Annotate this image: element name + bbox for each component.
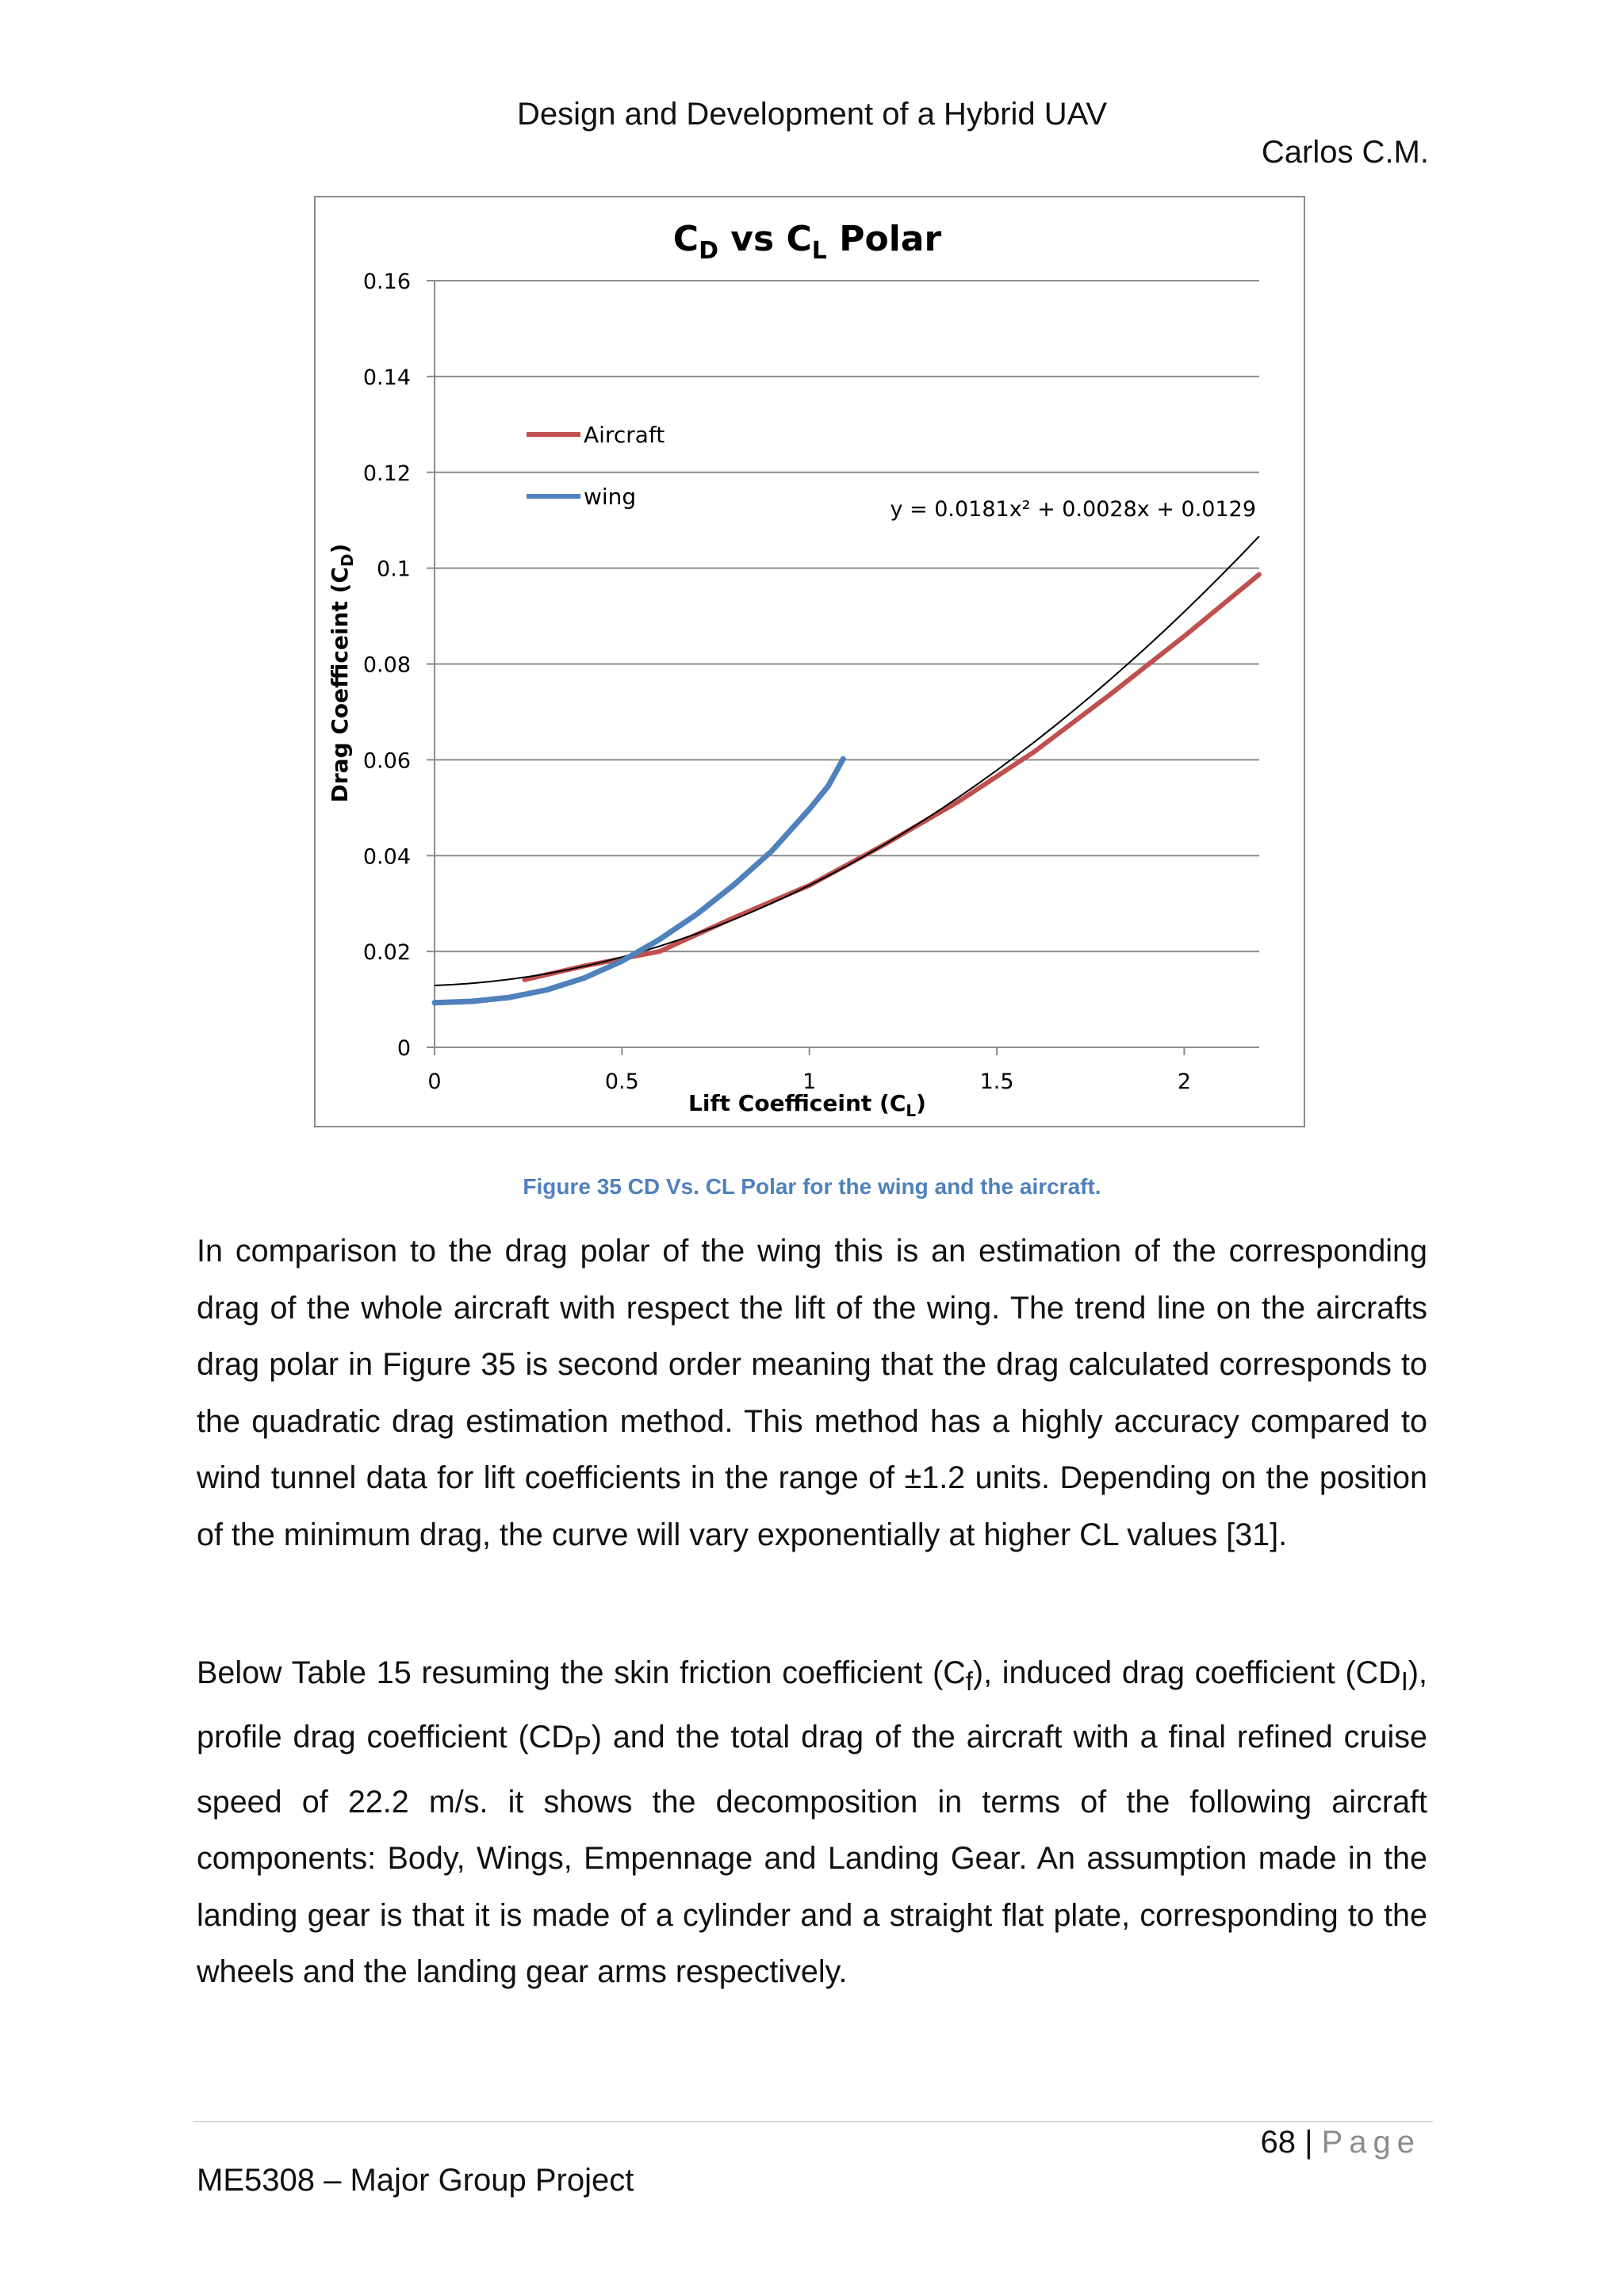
y-tick-label-4: 0.08 bbox=[362, 652, 411, 678]
y-tick-label-2: 0.04 bbox=[362, 844, 411, 870]
x-tick-label-3: 1.5 bbox=[979, 1070, 1014, 1094]
trendline bbox=[435, 536, 1259, 985]
legend bbox=[527, 422, 665, 510]
x-tick-label-4: 2 bbox=[1177, 1070, 1192, 1094]
y-tick-labels bbox=[363, 270, 411, 1061]
y-tick-label-6: 0.12 bbox=[362, 461, 411, 486]
footer-divider bbox=[193, 2121, 1433, 2122]
x-tick-label-1: 0.5 bbox=[604, 1070, 639, 1094]
y-tick-label-3: 0.06 bbox=[362, 748, 411, 774]
y-tick-label-5: 0.1 bbox=[377, 557, 411, 582]
chart-title: $C_D$ vs $C_L$ Polar bbox=[672, 219, 942, 265]
figure-caption: Figure 35 CD Vs. CL Polar for the wing and the aircraft. bbox=[523, 1174, 1101, 1199]
header-author: Carlos C.M. bbox=[1261, 135, 1429, 170]
trendline-equation: y = 0.0181x² + 0.0028x + 0.0129 bbox=[890, 497, 1256, 522]
legend-label-aircraft: Aircraft bbox=[584, 422, 665, 448]
body-paragraph-1: In comparison to the drag polar of the wing this is an estimation of the corresponding drag of the whole aircraft with respect the lift of the wing. The trend line on the aircrafts drag polar in Figure 35 is second order meaning that the drag calculated corresponds to the quadratic drag estimation method. This method has a highly accuracy compared to wind tunnel data for lift coefficients in the range of ±1.2 units. Depending on the position of the minimum drag, the curve will vary exponentially at higher CL values [31]. bbox=[197, 1234, 1427, 1552]
axes bbox=[427, 281, 1259, 1055]
y-axis-label: Drag Coefficeint $(C_D)$ bbox=[327, 543, 357, 803]
legend-label-wing: wing bbox=[584, 484, 637, 510]
series-line-aircraft bbox=[525, 575, 1260, 980]
body-paragraph-2: Below Table 15 resuming the skin friction coefficient $(C_f)$, induced drag coefficient $(CD_I)$, profile drag coefficient $(CD_P)$ and the total drag of the aircraft with a final refined cruise speed of 22.2 m/s. it shows the decomposition in terms of the following aircraft components: Body, Wings, Empennage and Landing Gear. An assumption made in the landing gear is that it is made of a cylinder and a straight flat plate, corresponding to the wheels and the landing gear arms respectively. bbox=[197, 1655, 1427, 1990]
chart-frame bbox=[314, 196, 1305, 1127]
y-tick-label-7: 0.14 bbox=[362, 365, 411, 390]
x-tick-label-0: 0 bbox=[427, 1070, 442, 1094]
y-tick-label-8: 0.16 bbox=[362, 270, 411, 294]
x-axis-label: Lift Coefficeint $(C_L)$ bbox=[688, 1090, 926, 1120]
series-lines bbox=[435, 536, 1259, 1003]
y-tick-label-0: 0 bbox=[396, 1036, 411, 1061]
cd-cl-polar-chart bbox=[316, 197, 1304, 1126]
x-tick-label-2: 1 bbox=[802, 1070, 817, 1094]
footer-course: ME5308 – Major Group Project bbox=[197, 2163, 634, 2198]
grid-lines bbox=[435, 281, 1259, 951]
page-number: 68 | Page bbox=[1260, 2125, 1421, 2160]
series-line-wing bbox=[435, 759, 843, 1003]
header-title: Design and Development of a Hybrid UAV bbox=[516, 97, 1108, 132]
y-tick-label-1: 0.02 bbox=[362, 940, 411, 966]
